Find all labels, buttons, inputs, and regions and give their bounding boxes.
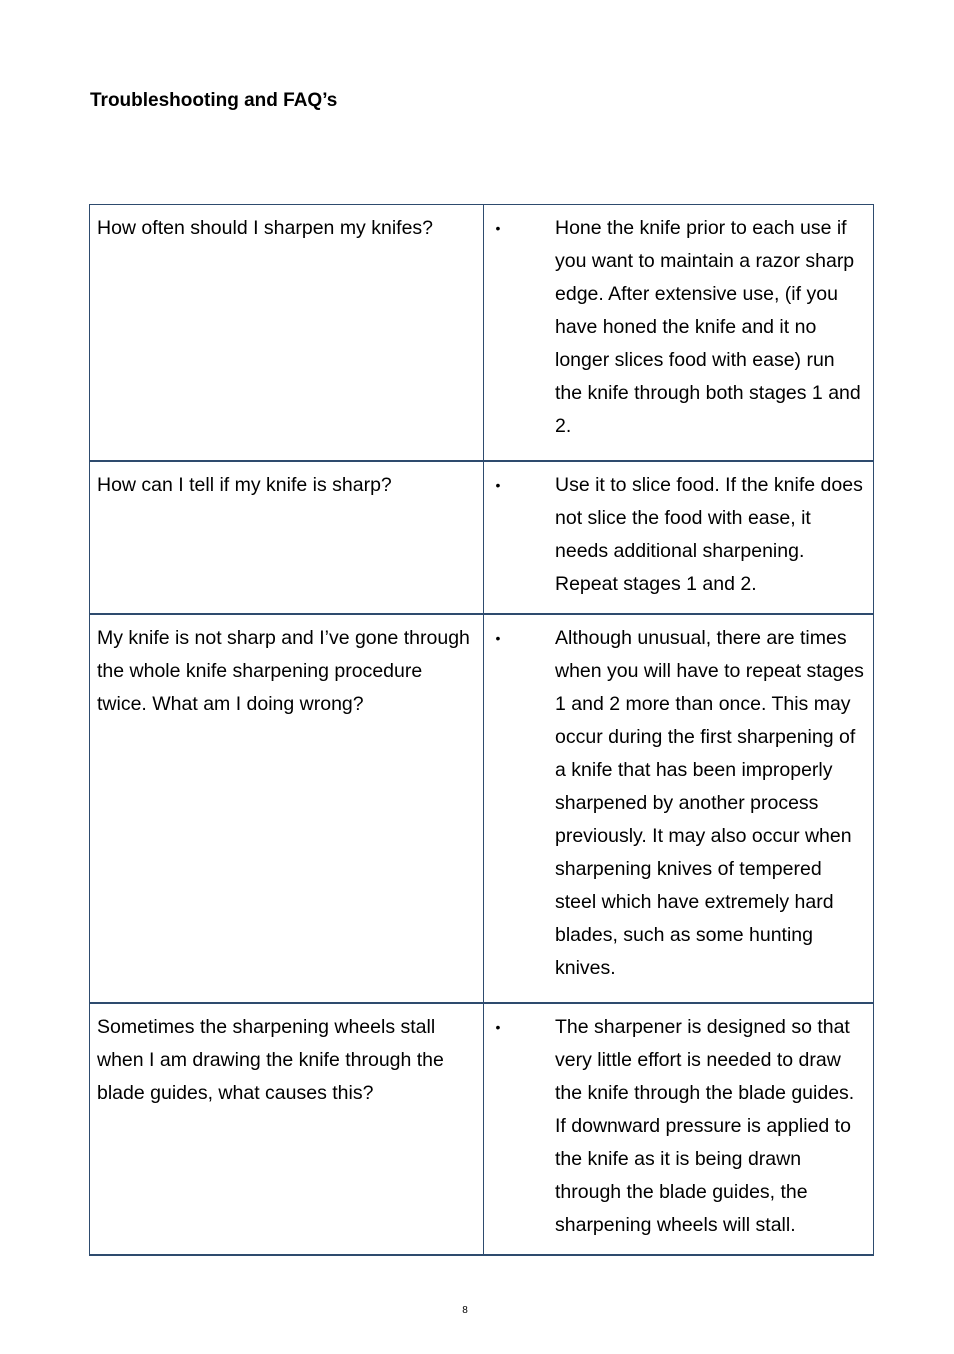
question-cell bbox=[90, 205, 484, 462]
bullet-icon: • bbox=[495, 220, 501, 236]
faq-table bbox=[89, 204, 874, 1256]
faq-row bbox=[90, 461, 874, 614]
question-text: How often should I sharpen my knifes? bbox=[97, 217, 434, 239]
question-cell bbox=[90, 614, 484, 1003]
answer-text: The sharpener is designed so that very little effort is needed to draw the knife through the blade guides. If downward pressure is applied to the knife as it is being drawn through the blade guides, the sharpening wheels will stall. bbox=[555, 1016, 855, 1236]
faq-row bbox=[90, 1003, 874, 1255]
faq-row bbox=[90, 614, 874, 1003]
answer-cell bbox=[484, 1003, 874, 1255]
bullet-icon: • bbox=[495, 1019, 501, 1035]
answer-cell bbox=[484, 461, 874, 614]
faq-row bbox=[90, 205, 874, 462]
answer-text: Although unusual, there are times when you will have to repeat stages 1 and 2 more than once. This may occur during the first sharpening of a knife that has been improperly sharpened by another process previously. It may also occur when sharpening knives of tempered steel which have extremely hard blades, such as some hunting knives. bbox=[555, 627, 864, 979]
question-text: Sometimes the sharpening wheels stall when I am drawing the knife through the blade guides, what causes this? bbox=[97, 1016, 444, 1104]
answer-cell bbox=[484, 614, 874, 1003]
question-text: How can I tell if my knife is sharp? bbox=[97, 474, 392, 496]
question-text: My knife is not sharp and I’ve gone through the whole knife sharpening procedure twice. What am I doing wrong? bbox=[97, 627, 470, 715]
bullet-icon: • bbox=[495, 630, 501, 646]
question-cell bbox=[90, 1003, 484, 1255]
bullet-icon: • bbox=[495, 477, 501, 493]
page-title: Troubleshooting and FAQ’s bbox=[90, 90, 338, 111]
answer-text: Hone the knife prior to each use if you want to maintain a razor sharp edge. After extensive use, (if you have honed the knife and it no longer slices food with ease) run the knife through both stages 1 and 2. bbox=[555, 217, 861, 437]
answer-text: Use it to slice food. If the knife does not slice the food with ease, it needs additional sharpening. Repeat stages 1 and 2. bbox=[555, 474, 863, 595]
question-cell bbox=[90, 461, 484, 614]
page-number: 8 bbox=[462, 1305, 468, 1316]
answer-cell bbox=[484, 205, 874, 462]
